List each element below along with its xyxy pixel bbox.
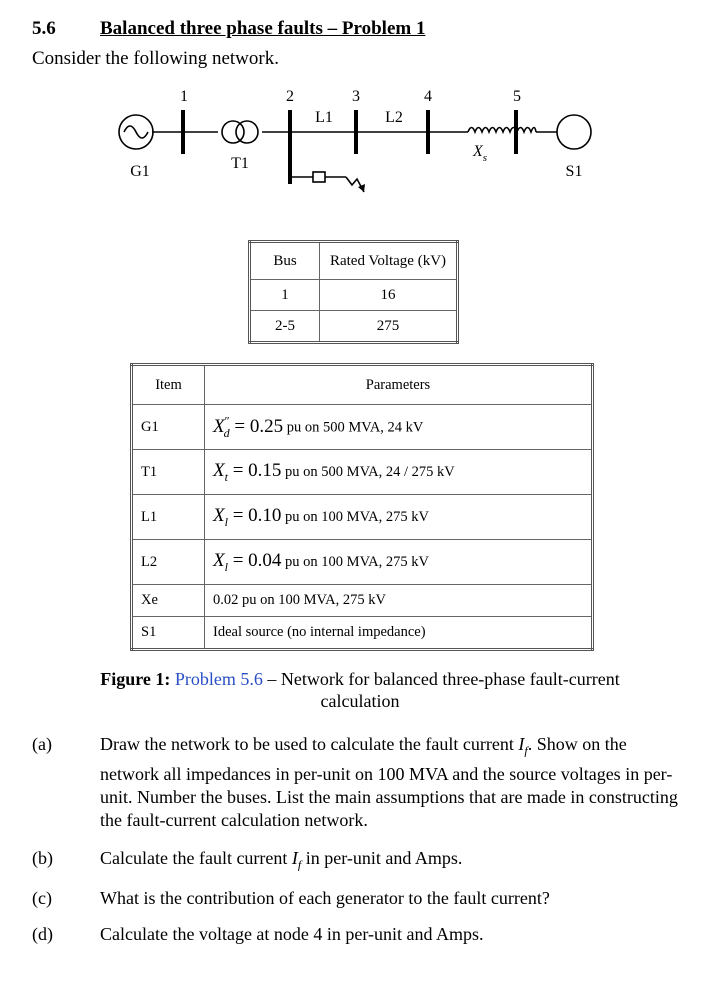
- parameter-cell: $X''_d = 0.25$ pu on 500 MVA, 24 kV: [205, 405, 593, 450]
- bus-1-bar: [181, 110, 185, 154]
- network-diagram: [0, 80, 720, 230]
- sine-icon: [124, 126, 148, 138]
- transformer-winding-2: [236, 121, 258, 143]
- voltage-header: Rated Voltage (kV): [320, 242, 458, 280]
- question-a-label: (a): [32, 734, 52, 754]
- item-cell: T1: [132, 450, 205, 495]
- section-title: Balanced three phase faults – Problem 1: [100, 18, 426, 39]
- question-b-text: Calculate the fault current $I_f$ in per-unit and Amps.: [100, 848, 463, 872]
- parameter-cell: $X_l = 0.10$ pu on 100 MVA, 275 kV: [205, 495, 593, 540]
- bus-4-bar: [426, 110, 430, 154]
- fault-lightning-icon: [346, 177, 364, 192]
- table-row: [132, 495, 593, 540]
- bus-voltage-table: [248, 240, 459, 344]
- parameter-cell: Ideal source (no internal impedance): [205, 617, 593, 650]
- reactance-xs-label: $X_s$: [473, 143, 488, 164]
- reactance-xs-coil: [468, 128, 536, 133]
- item-cell: L1: [132, 495, 205, 540]
- table-row: [132, 585, 593, 617]
- section-number: 5.6: [32, 18, 56, 39]
- question-b-label: (b): [32, 848, 53, 868]
- generator-g1-label: G1: [130, 163, 150, 180]
- transformer-t1-label: T1: [231, 155, 249, 172]
- bus-5-bar: [514, 110, 518, 154]
- parameters-table: [130, 363, 594, 651]
- bus-2-bar: [288, 110, 292, 184]
- fault-breaker: [313, 172, 325, 182]
- voltage-cell: 16: [320, 280, 458, 311]
- question-c-label: (c): [32, 888, 52, 908]
- line-l1-label: L1: [315, 109, 333, 126]
- bus-cell: 1: [250, 280, 320, 311]
- table-row: [132, 450, 593, 495]
- line-l2-label: L2: [385, 109, 403, 126]
- parameter-cell: $X_t = 0.15$ pu on 500 MVA, 24 / 275 kV: [205, 450, 593, 495]
- table-row: [132, 617, 593, 650]
- bus-label-2: 2: [286, 88, 294, 105]
- table-row: [132, 405, 593, 450]
- figure-reference-link[interactable]: Problem 5.6: [174, 669, 263, 689]
- bus-label-3: 3: [352, 88, 360, 105]
- bus-3-bar: [354, 110, 358, 154]
- bus-cell: 2-5: [250, 311, 320, 343]
- parameter-cell: $X_l = 0.04$ pu on 100 MVA, 275 kV: [205, 540, 593, 585]
- fault-arrow-head: [358, 184, 365, 192]
- bus-label-1: 1: [180, 88, 188, 105]
- item-cell: S1: [132, 617, 205, 650]
- figure-caption: Figure 1: Problem 5.6 – Network for balanced three-phase fault-current calculation: [100, 669, 620, 711]
- item-cell: Xe: [132, 585, 205, 617]
- parameters-header: Parameters: [205, 365, 593, 405]
- table-row: [132, 540, 593, 585]
- source-s1-symbol: [557, 115, 591, 149]
- question-d-label: (d): [32, 924, 53, 944]
- question-c-text: What is the contribution of each generator to the fault current?: [100, 888, 550, 908]
- bus-header: Bus: [250, 242, 320, 280]
- question-d-text: Calculate the voltage at node 4 in per-unit and Amps.: [100, 924, 484, 944]
- item-cell: L2: [132, 540, 205, 585]
- transformer-winding-1: [222, 121, 244, 143]
- parameter-cell: 0.02 pu on 100 MVA, 275 kV: [205, 585, 593, 617]
- intro-text: Consider the following network.: [32, 48, 279, 69]
- source-s1-label: S1: [565, 163, 583, 180]
- question-a-text: Draw the network to be used to calculate the fault current $I_f$. Show on the network all impedances in per-unit on 100 MVA and the source voltages in per-unit. Number the buses. List the main assumptions that are made in constructing the fault-current calculation network.: [100, 734, 678, 830]
- bus-label-4: 4: [424, 88, 432, 105]
- item-header: Item: [132, 365, 205, 405]
- item-cell: G1: [132, 405, 205, 450]
- voltage-cell: 275: [320, 311, 458, 343]
- bus-label-5: 5: [513, 88, 521, 105]
